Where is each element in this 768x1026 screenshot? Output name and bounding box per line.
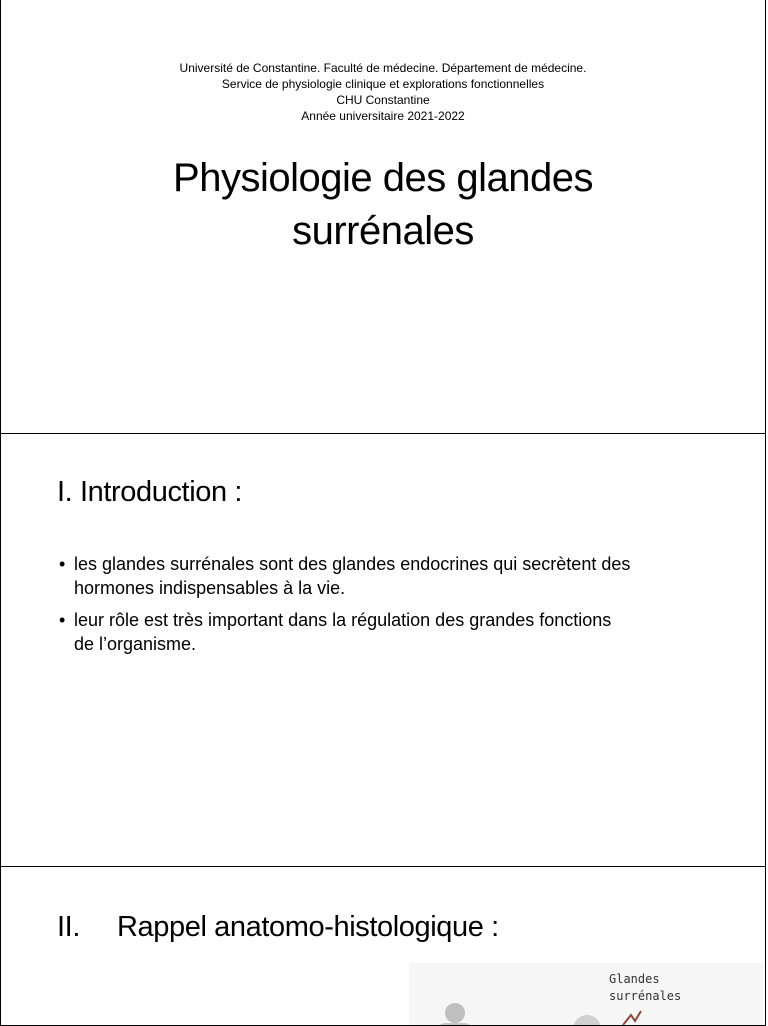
figure-label-line: surrénales xyxy=(609,989,682,1003)
bullet-text-line: les glandes surrénales sont des glandes endocrines qui secrètent des xyxy=(74,554,631,574)
section-title-introduction: I. Introduction : xyxy=(57,476,243,508)
adrenal-gland-figure xyxy=(409,963,763,1026)
bullet-text-line: hormones indispensables à la vie. xyxy=(74,578,346,598)
bullet-marker: • xyxy=(59,610,66,630)
bullet-text-line: leur rôle est très important dans la régulation des grandes fonctions xyxy=(74,610,612,630)
presentation-title xyxy=(1,152,765,258)
title-line-2: surrénales xyxy=(292,209,474,253)
institution-header xyxy=(1,60,765,124)
header-line-service: Service de physiologie clinique et explorations fonctionnelles xyxy=(221,77,545,91)
section-number: II. xyxy=(57,911,80,943)
header-line-hospital: CHU Constantine xyxy=(336,93,430,107)
figure-label xyxy=(609,971,681,1005)
title-line-1: Physiologie des glandes xyxy=(173,156,593,200)
introduction-slide xyxy=(0,433,766,867)
bullet-list xyxy=(59,552,719,664)
bullet-marker: • xyxy=(59,554,66,574)
header-line-university: Université de Constantine. Faculté de médecine. Département de médecine. xyxy=(179,61,587,75)
bullet-text-line: de l’organisme. xyxy=(74,634,197,654)
bullet-item xyxy=(59,552,719,600)
title-slide xyxy=(0,0,766,434)
bullet-item xyxy=(59,608,719,656)
header-line-year: Année universitaire 2021-2022 xyxy=(301,109,465,123)
section-title-text: Rappel anatomo-histologique : xyxy=(117,911,499,943)
anatomy-slide xyxy=(0,866,766,1026)
figure-label-line: Glandes xyxy=(609,972,660,986)
section-title-anatomy xyxy=(57,911,499,944)
body-silhouette-illustration xyxy=(409,963,763,1026)
